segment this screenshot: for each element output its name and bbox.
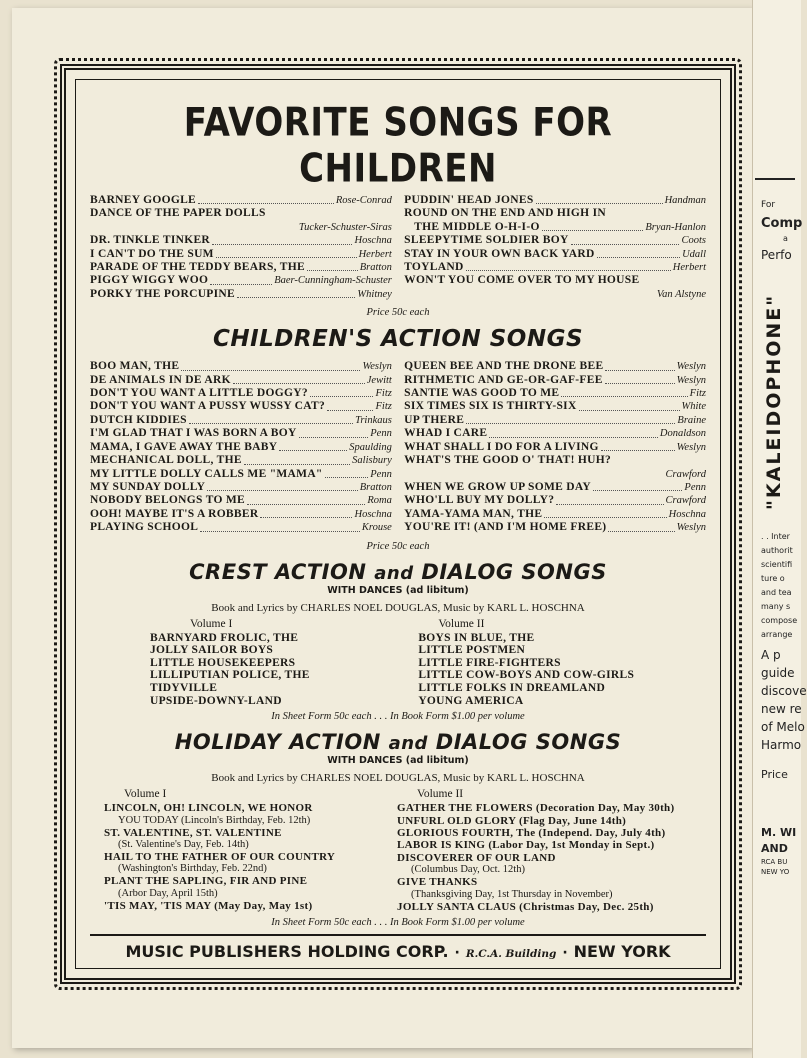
song-title: BARNEY GOOGLE [90,194,197,206]
song-title: DON'T YOU WANT A LITTLE DOGGY? [90,387,308,400]
song-composer: Whitney [357,288,392,300]
song-composer: Bryan-Hanlon [645,221,706,233]
song-title: PORKY THE PORCUPINE [90,287,235,300]
favorites-price: Price 50c each [366,307,430,319]
action-song-row [404,427,706,440]
song-composer: Penn [370,468,392,480]
song-composer: Coots [681,235,706,247]
holiday-song: 'TIS MAY, 'TIS MAY (May Day, May 1st) [104,899,313,912]
song-title: DANCE OF THE PAPER DOLLS [90,207,266,220]
action-song-row [90,454,392,467]
edge-text: . . Inter [761,532,790,541]
edge-text: discove [761,684,807,698]
song-composer: Weslyn [676,522,706,534]
holiday-credits: Book and Lyrics by CHARLES NOEL DOUGLAS, Music by KARL L. HOSCHNA [211,772,585,785]
song-composer: Hoschna [668,508,706,520]
edge-text: of Melo [761,720,805,734]
favorite-song-row [404,248,706,261]
dot-leader [571,244,680,245]
song-title: PARADE OF THE TEDDY BEARS, THE [90,261,305,274]
action-song-row [404,387,706,400]
action-song-row [404,468,706,481]
favorite-song-row [404,194,706,207]
holiday-song: GIVE THANKS [397,876,478,889]
holiday-vol1-head: Volume I [124,788,167,801]
volume-song: LITTLE FOLKS IN DREAMLAND [418,681,606,694]
dot-leader [536,203,663,204]
crest-with-dances: WITH DANCES (ad libitum) [327,584,469,596]
holiday-with-dances: WITH DANCES (ad libitum) [327,755,469,767]
dot-leader [279,450,347,451]
action-song-row [90,441,392,454]
ad-content [90,88,706,978]
volume-song: BOYS IN BLUE, THE [418,631,535,644]
song-title: SANTIE WAS GOOD TO ME [404,387,560,400]
dot-leader [310,396,374,397]
dot-leader [237,297,355,298]
action-song-row [404,360,706,373]
action-song-row [404,400,706,413]
song-title: YAMA-YAMA MAN, THE [404,507,543,520]
action-song-row [90,521,392,534]
action-songs-title: CHILDREN'S ACTION SONGS [212,326,584,353]
dot-leader [605,383,675,384]
dot-leader [247,504,365,505]
volume-song: TIDYVILLE [150,681,218,694]
publisher-footer [90,934,706,961]
action-song-row [90,400,392,413]
holiday-note: (St. Valentine's Day, Feb. 14th) [118,838,249,850]
dot-leader [189,423,353,424]
song-composer: Krouse [361,522,392,534]
dot-leader [260,517,352,518]
favorite-song-row [404,207,706,220]
volume-song: LITTLE FIRE-FIGHTERS [418,656,561,669]
dot-leader [489,437,658,438]
song-title: WHEN WE GROW UP SOME DAY [404,480,592,493]
volume-song: BARNYARD FROLIC, THE [150,631,299,644]
dot-leader [605,370,674,371]
song-composer: Herbert [358,248,392,260]
dot-leader [212,244,352,245]
holiday-song: UNFURL OLD GLORY (Flag Day, June 14th) [397,814,627,827]
action-song-row [404,454,706,467]
song-composer: Tucker-Schuster-Siras [298,221,392,233]
edge-text: For [761,200,776,210]
favorite-song-row [404,274,706,287]
favorite-song-row [404,234,706,247]
holiday-title-and: and [388,733,428,755]
song-composer: Salisbury [352,455,392,467]
holiday-song: LABOR IS KING (Labor Day, 1st Monday in Sept.) [397,839,655,852]
dot-leader [307,270,358,271]
song-composer: Crawford [665,468,706,480]
action-song-row [404,414,706,427]
song-composer: Jewitt [366,374,392,386]
song-composer: White [681,401,706,413]
dot-leader [200,531,360,532]
action-song-row [404,374,706,387]
edge-text: and tea [761,588,792,597]
holiday-note: (Washington's Birthday, Feb. 22nd) [118,863,267,875]
action-song-row [90,508,392,521]
song-title: DR. TINKLE TINKER [90,234,211,247]
song-title: PLAYING SCHOOL [90,521,199,534]
song-composer: Fitz [375,401,392,413]
song-composer: Weslyn [676,441,706,453]
holiday-song: GLORIOUS FOURTH, The (Independ. Day, July 4th) [397,826,666,839]
crest-title [90,560,706,584]
crest-title-a: CREST ACTION [189,559,367,584]
song-composer: Braine [677,414,706,426]
action-song-row [404,441,706,454]
crest-vol1-head: Volume I [190,617,233,630]
song-title: SLEEPYTIME SOLDIER BOY [404,234,569,247]
song-title: YOU'RE IT! (AND I'M HOME FREE) [404,521,607,534]
volume-song: UPSIDE-DOWNY-LAND [150,694,282,707]
song-composer: Trinkaus [355,414,392,426]
action-song-row [90,427,392,440]
favorite-song-row [90,207,392,220]
song-title: WHO'LL BUY MY DOLLY? [404,494,555,507]
edge-text: scientifi [761,560,793,569]
action-song-row [404,521,706,534]
song-composer: Bratton [359,262,392,274]
edge-text: guide [761,666,795,680]
edge-text: arrange [761,630,793,639]
song-title: PIGGY WIGGY WOO [90,274,209,287]
song-title: DUTCH KIDDIES [90,413,187,426]
song-title: WHAT SHALL I DO FOR A LIVING [404,440,599,453]
dot-leader [593,490,682,491]
action-song-row [90,360,392,373]
favorite-song-row [404,261,706,274]
holiday-song: ST. VALENTINE, ST. VALENTINE [104,826,282,839]
favorite-song-row [404,288,706,301]
holiday-volumes [90,788,706,913]
publisher-name: MUSIC PUBLISHERS HOLDING CORP. [125,942,449,961]
dot-leader [561,396,687,397]
song-composer: Fitz [689,388,706,400]
dot-leader [325,477,369,478]
dot-leader [181,370,360,371]
dot-leader [597,257,680,258]
favorite-song-row [404,221,706,234]
action-song-row [90,481,392,494]
song-title: MECHANICAL DOLL, THE [90,454,242,467]
song-composer: Crawford [665,495,706,507]
edge-text: A p [761,648,781,662]
publisher-building: R.C.A. Building [465,948,557,960]
song-composer: Roma [367,495,392,507]
song-composer: Udall [682,248,706,260]
crest-title-and: and [374,562,414,584]
song-composer: Weslyn [362,361,392,373]
favorite-song-row [90,221,392,234]
crest-credits: Book and Lyrics by CHARLES NOEL DOUGLAS, Music by KARL L. HOSCHNA [211,601,585,614]
song-title: I CAN'T DO THE SUM [90,247,214,260]
action-song-row [90,468,392,481]
edge-text: authorit [761,546,793,555]
song-title: TOYLAND [404,261,464,274]
favorite-song-row [90,234,392,247]
dot-leader [542,230,644,231]
song-title: WHAD I CARE [404,427,488,440]
dot-leader [216,257,357,258]
dot-leader [601,450,675,451]
song-composer: Penn [370,428,392,440]
dot-leader [608,531,674,532]
adjacent-page-edge [752,0,807,1058]
favorite-song-row [90,274,392,287]
song-title: MY LITTLE DOLLY CALLS ME "MAMA" [90,467,323,480]
dot-leader [244,464,350,465]
action-song-row [404,481,706,494]
action-songs-list [90,360,706,534]
action-song-row [90,374,392,387]
holiday-note: (Arbor Day, April 15th) [118,887,218,899]
holiday-vol2-head: Volume II [417,788,464,801]
action-song-row [404,494,706,507]
dot-leader [198,203,334,204]
song-composer: Hoschna [354,508,392,520]
holiday-title [90,730,706,754]
dot-leader [210,284,272,285]
dot-leader [299,437,369,438]
volume-song: LITTLE HOUSEKEEPERS [150,656,296,669]
crest-price: In Sheet Form 50c each . . . In Book Form $1.00 per volume [271,711,525,723]
action-song-row [90,494,392,507]
song-title: PUDDIN' HEAD JONES [404,194,534,206]
action-songs-price: Price 50c each [366,540,430,552]
song-title: NOBODY BELONGS TO ME [90,494,245,507]
dot-leader [544,517,666,518]
edge-text: M. WI [761,826,797,839]
song-composer: Penn [684,481,706,493]
holiday-note: (Columbus Day, Oct. 12th) [411,864,525,876]
footer-separator: · [562,945,568,961]
action-song-row [404,508,706,521]
favorite-song-row [90,261,392,274]
crest-volumes [90,618,706,708]
dot-leader [233,383,365,384]
volume-song: LITTLE COW-BOYS AND COW-GIRLS [418,669,635,682]
song-title: I'M GLAD THAT I WAS BORN A BOY [90,427,297,440]
song-title: STAY IN YOUR OWN BACK YARD [404,247,595,260]
song-composer: Weslyn [676,374,706,386]
song-composer: Herbert [672,262,706,274]
volume-song: LITTLE POSTMEN [418,644,526,657]
edge-text: ture o [761,574,785,583]
song-composer: Baer-Cunningham-Schuster [274,275,392,287]
song-title: MY SUNDAY DOLLY [90,480,206,493]
song-title: QUEEN BEE AND THE DRONE BEE [404,360,604,373]
holiday-title-b: DIALOG SONGS [435,730,622,755]
song-title: SIX TIMES SIX IS THIRTY-SIX [404,400,577,413]
song-title: ROUND ON THE END AND HIGH IN [404,207,606,220]
song-composer: Fitz [375,388,392,400]
song-composer: Handman [664,195,706,206]
holiday-note: (Thanksgiving Day, 1st Thursday in November) [411,888,613,900]
edge-text: RCA BU [761,858,788,866]
song-title: THE MIDDLE O-H-I-O [414,220,540,233]
song-title: UP THERE [404,413,465,426]
song-title: MAMA, I GAVE AWAY THE BABY [90,440,278,453]
crest-vol2-head: Volume II [438,617,485,630]
song-composer: Weslyn [676,361,706,373]
edge-text: Harmo [761,738,802,752]
song-title: OOH! MAYBE IT'S A ROBBER [90,507,259,520]
edge-text: Perfo [761,248,792,262]
holiday-price: In Sheet Form 50c each . . . In Book Form $1.00 per volume [271,916,525,928]
edge-text: compose [761,616,798,625]
crest-title-b: DIALOG SONGS [421,559,607,584]
holiday-song: DISCOVERER OF OUR LAND [397,851,556,864]
holiday-song: PLANT THE SAPLING, FIR AND PINE [104,875,308,888]
song-composer: Hoschna [354,235,392,247]
favorites-list [90,194,706,301]
favorite-song-row [90,288,392,301]
holiday-title-a: HOLIDAY ACTION [174,730,381,755]
edge-text: Comp [761,216,803,231]
song-composer: Van Alstyne [656,288,706,300]
holiday-song: HAIL TO THE FATHER OF OUR COUNTRY [104,850,336,863]
holiday-song: LINCOLN, OH! LINCOLN, WE HONOR [104,802,313,815]
dot-leader [327,410,373,411]
action-song-row [90,387,392,400]
edge-text: NEW YO [761,868,790,876]
holiday-song: GATHER THE FLOWERS (Decoration Day, May 30th) [397,802,675,815]
favorite-song-row [90,194,392,207]
song-composer: Spaulding [349,441,392,453]
edge-text: AND [761,842,788,855]
edge-text: a [783,234,788,243]
holiday-note: YOU TODAY (Lincoln's Birthday, Feb. 12th) [118,814,311,826]
song-title: WON'T YOU COME OVER TO MY HOUSE [404,274,640,287]
action-song-row [90,414,392,427]
dot-leader [466,270,671,271]
dot-leader [556,504,663,505]
dot-leader [579,410,680,411]
favorite-song-row [90,248,392,261]
song-composer: Bratton [359,481,392,493]
edge-text: new re [761,702,802,716]
song-composer: Donaldson [659,428,706,440]
song-title: DON'T YOU WANT A PUSSY WUSSY CAT? [90,400,326,413]
volume-song: YOUNG AMERICA [418,694,524,707]
song-title: BOO MAN, THE [90,360,180,373]
song-title: RITHMETIC AND GE-OR-GAF-FEE [404,373,603,386]
footer-separator: · [454,945,460,961]
song-title: DE ANIMALS IN DE ARK [90,373,231,386]
kaleidophone-title: "KALEIDOPHONE" [763,293,785,510]
page-title: FAVORITE SONGS FOR CHILDREN [183,100,613,192]
publisher-city: NEW YORK [573,942,671,961]
holiday-song: JOLLY SANTA CLAUS (Christmas Day, Dec. 25th) [397,900,654,913]
volume-song: LILLIPUTIAN POLICE, THE [150,669,310,682]
dot-leader [207,490,357,491]
song-title: WHAT'S THE GOOD O' THAT! HUH? [404,454,612,467]
dot-leader [466,423,675,424]
edge-text: many s [761,602,791,611]
volume-song: JOLLY SAILOR BOYS [150,644,274,657]
song-composer: Rose-Conrad [335,195,392,206]
edge-text: Price [761,768,788,781]
